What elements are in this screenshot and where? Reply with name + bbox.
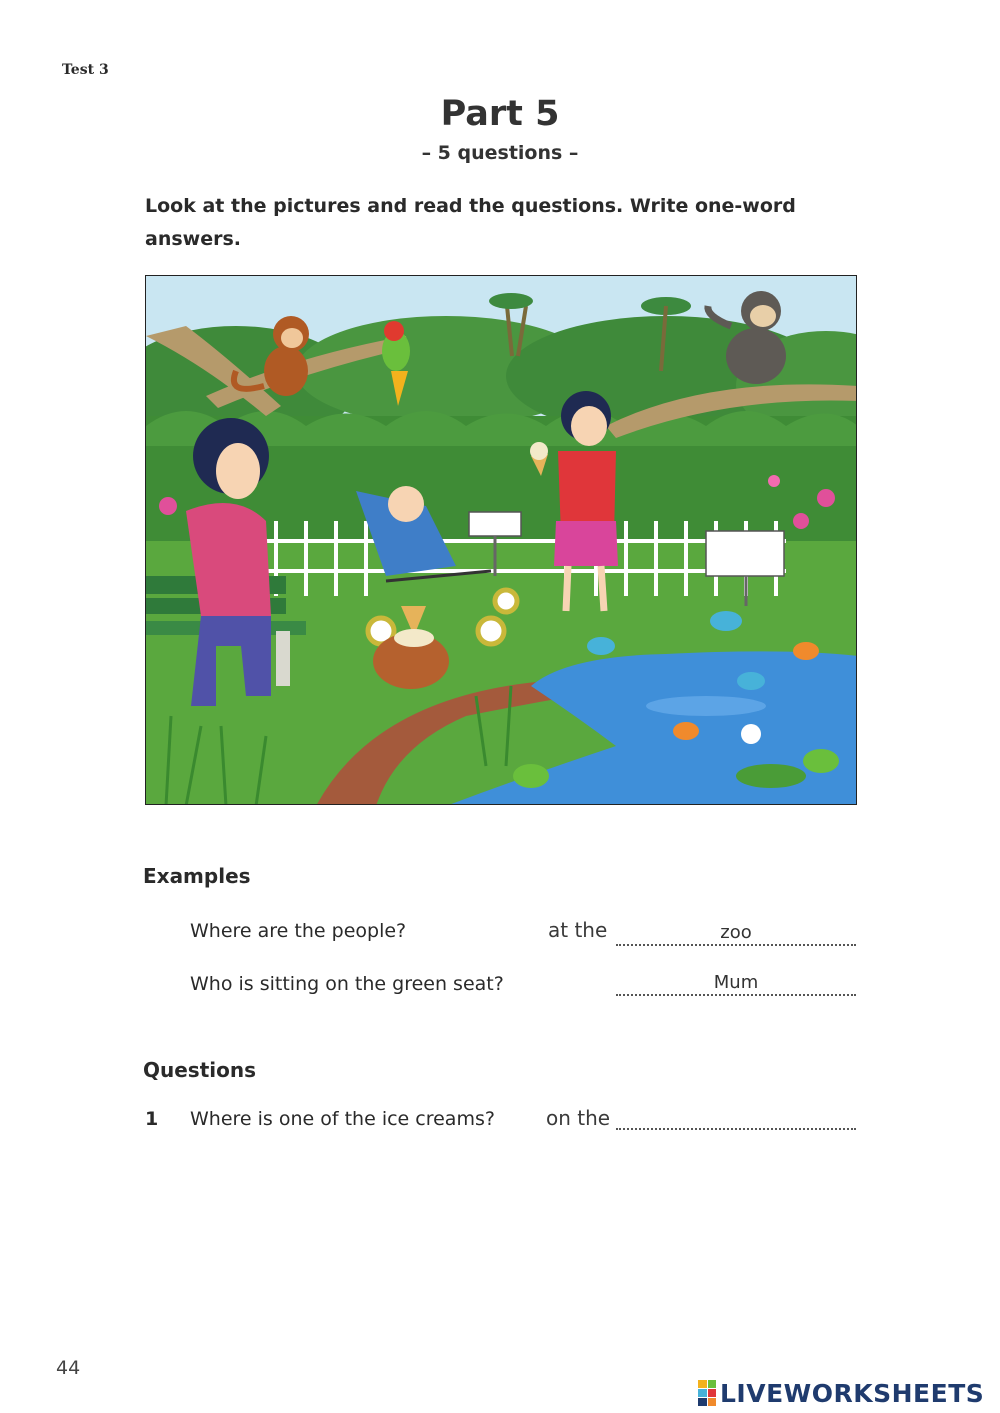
questions-heading: Questions [143,1058,257,1082]
instructions: Look at the pictures and read the questions. Write one-word answers. [145,195,796,250]
example-question-1: Where are the people? [190,920,407,942]
part-subtitle: – 5 questions – [421,142,579,164]
part-title: Part 5 [440,94,560,134]
test-label: Test 3 [62,62,109,78]
zoo-scene-illustration [145,275,857,805]
answer-line [616,944,856,946]
liveworksheets-logo-icon [698,1380,716,1406]
example-answer-field-2 [616,972,856,996]
question-number-1: 1 [145,1108,159,1130]
example-answer-field-1 [616,922,856,946]
question-1: Where is one of the ice creams? [190,1108,495,1130]
liveworksheets-logo[interactable] [698,1378,984,1408]
question-prefix-1: on the [546,1106,611,1130]
page-number: 44 [56,1357,81,1379]
example-prefix-1: at the [548,918,608,942]
answer-input-1[interactable] [616,1106,856,1130]
example-question-2: Who is sitting on the green seat? [190,973,504,995]
example-answer-2: Mum [713,972,759,993]
example-answer-1: zoo [720,922,752,943]
examples-heading: Examples [143,864,251,888]
liveworksheets-brand: LIVEWORKSHEETS [720,1378,985,1408]
answer-line [616,994,856,996]
